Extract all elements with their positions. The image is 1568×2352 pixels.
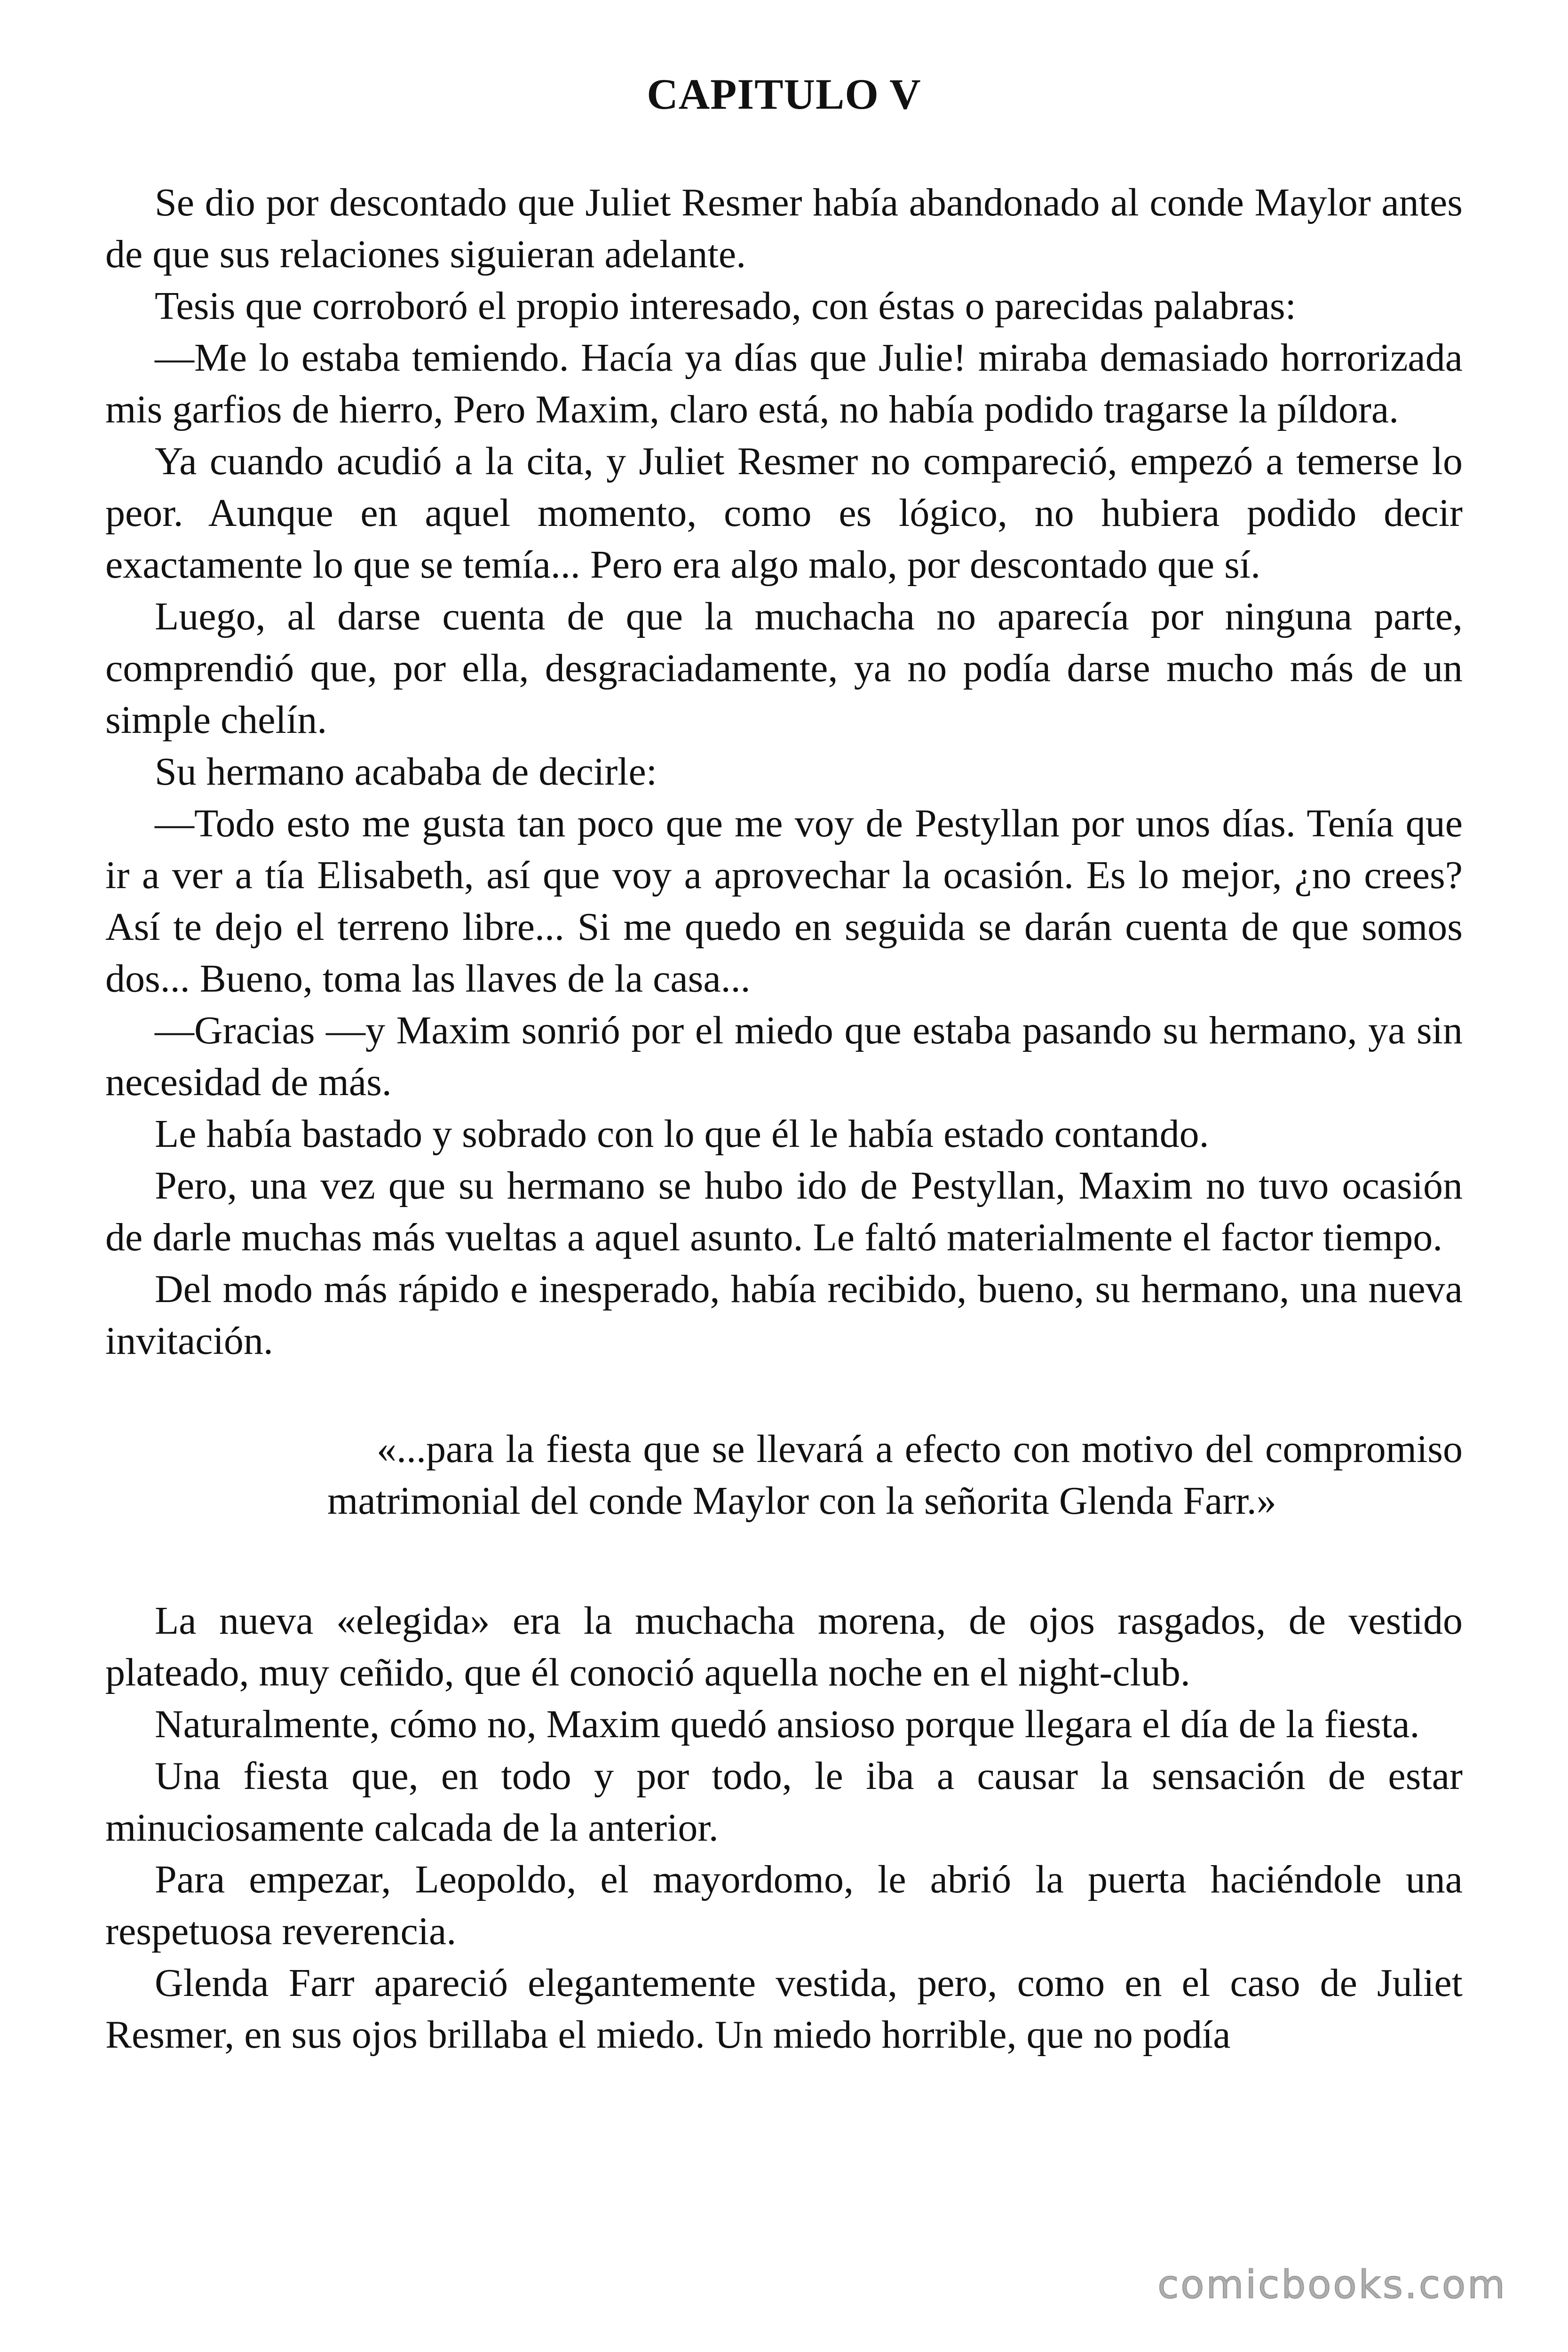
paragraph: Del modo más rápido e inesperado, había recibido, bueno, su hermano, una nueva invitación. [105,1267,1463,1363]
paragraph: Una fiesta que, en todo y por todo, le iba a causar la sensación de estar minuciosamente calcada de la anterior. [105,1754,1463,1850]
paragraph: Luego, al darse cuenta de que la muchacha no aparecía por ninguna parte, comprendió que, por ella, desgraciadamente, ya no podía darse mucho más de un simple chelín. [105,595,1463,742]
paragraph: La nueva «elegida» era la muchacha morena, de ojos rasgados, de vestido plateado, muy ceñido, que él conoció aquella noche en el night-club. [105,1599,1463,1694]
paragraph: Glenda Farr apareció elegantemente vestida, pero, como en el caso de Juliet Resmer, en sus ojos brillaba el miedo. Un miedo horrible, que no podía [105,1961,1463,2057]
paragraph: Naturalmente, cómo no, Maxim quedó ansioso porque llegara el día de la fiesta. [155,1702,1420,1746]
paragraph: Su hermano acababa de decirle: [155,750,657,794]
invitation-quote: «...para la fiesta que se llevará a efecto con motivo del compromiso matrimonial del conde Maylor con la señorita Glenda Farr.» [327,1427,1463,1523]
paragraph: Le había bastado y sobrado con lo que él le había estado contando. [155,1112,1209,1156]
chapter-title: CAPITULO V [647,70,921,118]
paragraph: —Todo esto me gusta tan poco que me voy de Pestyllan por unos días. Tenía que ir a ver a tía Elisabeth, así que voy a aprovechar la ocasión. Es lo mejor, ¿no crees? Así te dejo el terreno libre... Si me quedo en seguida se darán cuenta de que somos dos... Bueno, toma las llaves de la casa... [105,802,1463,1001]
paragraph: Pero, una vez que su hermano se hubo ido de Pestyllan, Maxim no tuvo ocasión de darle muchas más vueltas a aquel asunto. Le faltó materialmente el factor tiempo. [105,1164,1463,1259]
text-body [105,177,1463,2061]
paragraph: Para empezar, Leopoldo, el mayordomo, le abrió la puerta haciéndole una respetuosa reverencia. [105,1858,1463,1953]
watermark: comicbooks.com [1157,2263,1507,2307]
paragraph: Tesis que corroboró el propio interesado, con éstas o parecidas palabras: [155,284,1296,328]
paragraph: Se dio por descontado que Juliet Resmer había abandonado al conde Maylor antes de que sus relaciones siguieran adelante. [105,181,1463,276]
paragraph: —Me lo estaba temiendo. Hacía ya días que Julie! miraba demasiado horrorizada mis garfios de hierro, Pero Maxim, claro está, no había podido tragarse la píldora. [105,336,1463,431]
paragraph: Ya cuando acudió a la cita, y Juliet Resmer no compareció, empezó a temerse lo peor. Aunque en aquel momento, como es lógico, no hubiera podido decir exactamente lo que se temía... Pero era algo malo, por descontado que sí. [105,439,1463,587]
paragraph: —Gracias —y Maxim sonrió por el miedo que estaba pasando su hermano, ya sin necesidad de más. [105,1009,1463,1104]
